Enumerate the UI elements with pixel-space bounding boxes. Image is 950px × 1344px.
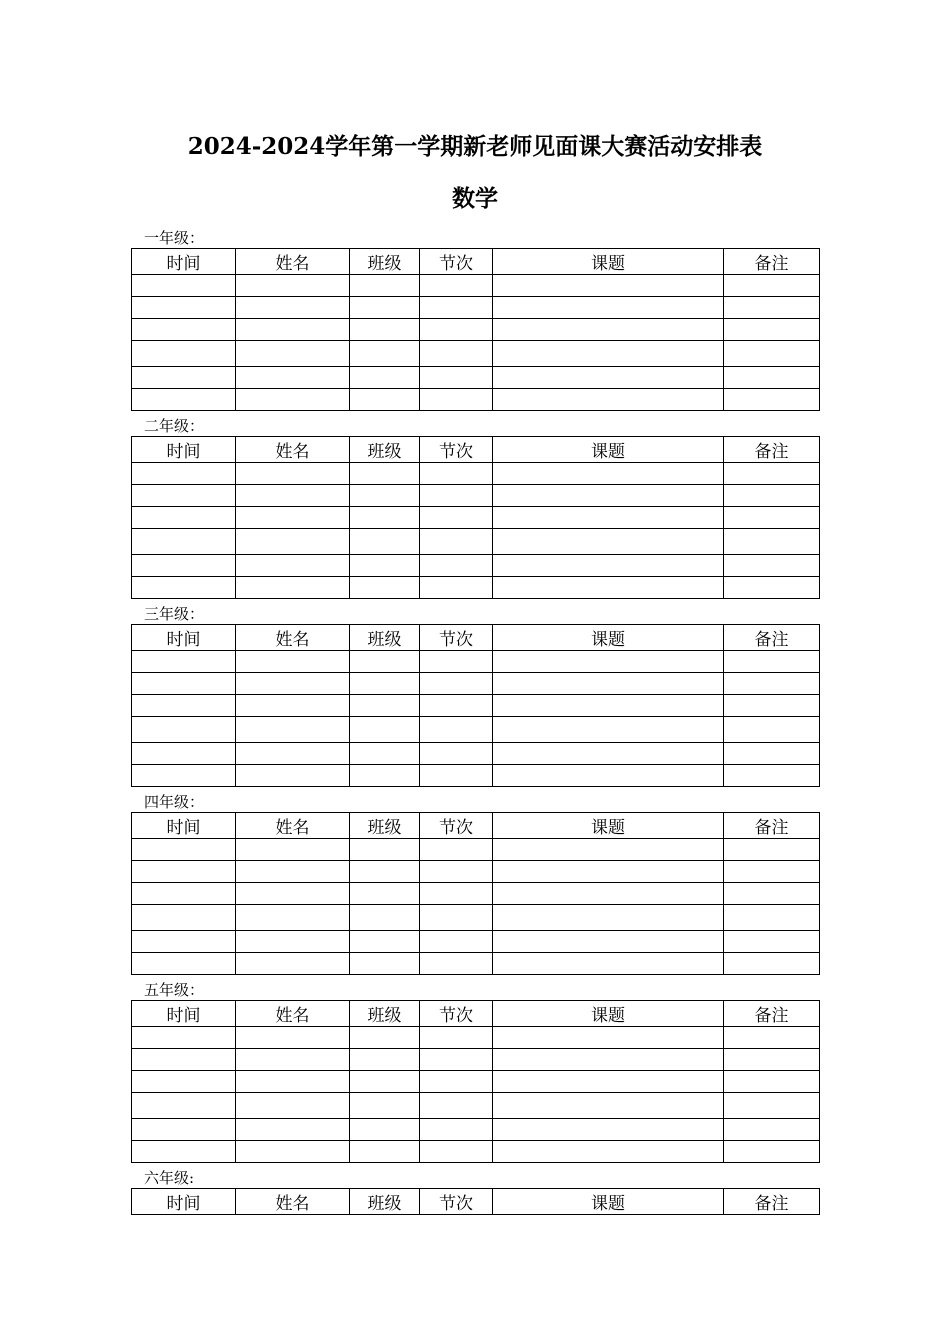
column-header: 时间 — [132, 1001, 236, 1027]
table-cell[interactable] — [132, 1093, 236, 1119]
grade-label: 五年级： — [144, 981, 205, 999]
column-header: 备注 — [724, 249, 820, 275]
table-cell[interactable] — [236, 297, 350, 319]
table-cell[interactable] — [132, 1027, 236, 1049]
table-cell[interactable] — [350, 1093, 420, 1119]
table-cell[interactable] — [350, 861, 420, 883]
table-row — [132, 297, 820, 319]
table-cell[interactable] — [350, 743, 420, 765]
table-cell[interactable] — [724, 577, 820, 599]
table-cell[interactable] — [132, 743, 236, 765]
table-cell[interactable] — [420, 275, 493, 297]
column-header: 姓名 — [236, 1001, 350, 1027]
table-header-row — [132, 437, 820, 463]
table-cell[interactable] — [493, 743, 724, 765]
table-cell[interactable] — [236, 931, 350, 953]
column-header: 备注 — [724, 437, 820, 463]
table-cell[interactable] — [420, 555, 493, 577]
table-cell[interactable] — [236, 1141, 350, 1163]
table-cell[interactable] — [493, 341, 724, 367]
grade-label: 三年级： — [144, 605, 205, 623]
table-cell[interactable] — [132, 555, 236, 577]
table-row — [132, 577, 820, 599]
table-cell[interactable] — [236, 463, 350, 485]
table-row — [132, 367, 820, 389]
table-cell[interactable] — [724, 743, 820, 765]
table-cell[interactable] — [420, 1049, 493, 1071]
table-cell[interactable] — [493, 1119, 724, 1141]
column-header: 课题 — [493, 1189, 724, 1215]
table-cell[interactable] — [236, 367, 350, 389]
column-header: 课题 — [493, 249, 724, 275]
table-cell[interactable] — [132, 861, 236, 883]
table-cell[interactable] — [132, 577, 236, 599]
table-cell[interactable] — [236, 507, 350, 529]
table-cell[interactable] — [350, 883, 420, 905]
table-cell[interactable] — [420, 1071, 493, 1093]
table-header-row — [132, 625, 820, 651]
table-row — [132, 839, 820, 861]
table-cell[interactable] — [493, 389, 724, 411]
table-cell[interactable] — [724, 463, 820, 485]
table-row — [132, 485, 820, 507]
table-cell[interactable] — [132, 275, 236, 297]
table-cell[interactable] — [724, 883, 820, 905]
table-cell[interactable] — [350, 673, 420, 695]
table-row — [132, 861, 820, 883]
table-cell[interactable] — [724, 651, 820, 673]
table-cell[interactable] — [493, 529, 724, 555]
table-cell[interactable] — [236, 905, 350, 931]
table-cell[interactable] — [350, 1141, 420, 1163]
table-cell[interactable] — [236, 883, 350, 905]
table-cell[interactable] — [724, 1071, 820, 1093]
table-cell[interactable] — [420, 463, 493, 485]
column-header: 节次 — [420, 249, 493, 275]
column-header: 节次 — [420, 625, 493, 651]
table-cell[interactable] — [236, 319, 350, 341]
table-cell[interactable] — [236, 529, 350, 555]
table-cell[interactable] — [350, 905, 420, 931]
column-header: 姓名 — [236, 813, 350, 839]
table-cell[interactable] — [420, 673, 493, 695]
table-cell[interactable] — [132, 651, 236, 673]
table-row — [132, 883, 820, 905]
table-cell[interactable] — [236, 1093, 350, 1119]
table-cell[interactable] — [493, 717, 724, 743]
table-cell[interactable] — [420, 1141, 493, 1163]
table-cell[interactable] — [420, 507, 493, 529]
table-cell[interactable] — [132, 1049, 236, 1071]
table-cell[interactable] — [132, 319, 236, 341]
table-cell[interactable] — [724, 673, 820, 695]
table-cell[interactable] — [350, 367, 420, 389]
table-cell[interactable] — [236, 1049, 350, 1071]
column-header: 班级 — [350, 813, 420, 839]
table-cell[interactable] — [420, 743, 493, 765]
table-cell[interactable] — [493, 1071, 724, 1093]
table-cell[interactable] — [493, 861, 724, 883]
table-cell[interactable] — [493, 485, 724, 507]
table-cell[interactable] — [493, 1141, 724, 1163]
table-row — [132, 275, 820, 297]
column-header: 节次 — [420, 813, 493, 839]
table-cell[interactable] — [236, 673, 350, 695]
table-cell[interactable] — [350, 1027, 420, 1049]
column-header: 班级 — [350, 1001, 420, 1027]
table-cell[interactable] — [236, 743, 350, 765]
table-cell[interactable] — [350, 839, 420, 861]
table-cell[interactable] — [236, 389, 350, 411]
column-header: 备注 — [724, 1189, 820, 1215]
table-cell[interactable] — [350, 1071, 420, 1093]
table-cell[interactable] — [420, 717, 493, 743]
table-cell[interactable] — [236, 485, 350, 507]
table-cell[interactable] — [493, 319, 724, 341]
table-cell[interactable] — [420, 297, 493, 319]
table-cell[interactable] — [132, 463, 236, 485]
table-cell[interactable] — [420, 1027, 493, 1049]
table-cell[interactable] — [350, 765, 420, 787]
table-cell[interactable] — [493, 1049, 724, 1071]
table-cell[interactable] — [493, 931, 724, 953]
schedule-table — [131, 248, 820, 411]
table-cell[interactable] — [236, 275, 350, 297]
table-cell[interactable] — [493, 463, 724, 485]
table-row — [132, 673, 820, 695]
table-cell[interactable] — [132, 367, 236, 389]
table-row — [132, 341, 820, 367]
table-cell[interactable] — [236, 953, 350, 975]
table-cell[interactable] — [350, 275, 420, 297]
table-cell[interactable] — [420, 883, 493, 905]
column-header: 时间 — [132, 1189, 236, 1215]
table-cell[interactable] — [236, 651, 350, 673]
table-row — [132, 319, 820, 341]
table-cell[interactable] — [236, 765, 350, 787]
table-cell[interactable] — [493, 765, 724, 787]
subject-heading: 数学 — [452, 185, 498, 212]
table-cell[interactable] — [724, 1141, 820, 1163]
table-cell[interactable] — [724, 765, 820, 787]
table-cell[interactable] — [132, 297, 236, 319]
table-cell[interactable] — [420, 861, 493, 883]
table-cell[interactable] — [724, 297, 820, 319]
table-cell[interactable] — [724, 1049, 820, 1071]
table-cell[interactable] — [724, 507, 820, 529]
table-cell[interactable] — [350, 953, 420, 975]
table-cell[interactable] — [724, 275, 820, 297]
column-header: 备注 — [724, 1001, 820, 1027]
table-cell[interactable] — [132, 953, 236, 975]
column-header: 班级 — [350, 1189, 420, 1215]
table-cell[interactable] — [724, 485, 820, 507]
table-cell[interactable] — [420, 839, 493, 861]
table-cell[interactable] — [350, 463, 420, 485]
table-cell[interactable] — [132, 1141, 236, 1163]
column-header: 班级 — [350, 249, 420, 275]
table-cell[interactable] — [236, 1071, 350, 1093]
table-row — [132, 931, 820, 953]
table-cell[interactable] — [420, 695, 493, 717]
table-row — [132, 529, 820, 555]
column-header: 课题 — [493, 437, 724, 463]
table-cell[interactable] — [493, 275, 724, 297]
table-cell[interactable] — [350, 485, 420, 507]
table-cell[interactable] — [420, 931, 493, 953]
column-header: 班级 — [350, 625, 420, 651]
schedule-table — [131, 436, 820, 599]
table-cell[interactable] — [724, 1093, 820, 1119]
column-header: 姓名 — [236, 249, 350, 275]
table-cell[interactable] — [493, 953, 724, 975]
table-cell[interactable] — [132, 673, 236, 695]
table-header-row — [132, 1001, 820, 1027]
schedule-table — [131, 624, 820, 787]
table-cell[interactable] — [724, 931, 820, 953]
table-row — [132, 695, 820, 717]
table-cell[interactable] — [493, 507, 724, 529]
table-cell[interactable] — [132, 883, 236, 905]
table-cell[interactable] — [724, 529, 820, 555]
table-row — [132, 1119, 820, 1141]
table-cell[interactable] — [493, 1093, 724, 1119]
table-cell[interactable] — [493, 695, 724, 717]
schedule-table — [131, 1000, 820, 1163]
table-cell[interactable] — [420, 319, 493, 341]
table-cell[interactable] — [132, 717, 236, 743]
table-cell[interactable] — [350, 507, 420, 529]
table-cell[interactable] — [724, 389, 820, 411]
column-header: 姓名 — [236, 625, 350, 651]
column-header: 备注 — [724, 813, 820, 839]
table-row — [132, 1027, 820, 1049]
table-cell[interactable] — [420, 1119, 493, 1141]
table-cell[interactable] — [350, 529, 420, 555]
table-cell[interactable] — [420, 529, 493, 555]
table-cell[interactable] — [420, 485, 493, 507]
table-cell[interactable] — [236, 1027, 350, 1049]
table-cell[interactable] — [236, 717, 350, 743]
table-cell[interactable] — [420, 953, 493, 975]
table-cell[interactable] — [236, 341, 350, 367]
column-header: 姓名 — [236, 437, 350, 463]
table-row — [132, 507, 820, 529]
table-cell[interactable] — [493, 577, 724, 599]
table-cell[interactable] — [724, 861, 820, 883]
table-cell[interactable] — [420, 765, 493, 787]
table-cell[interactable] — [350, 717, 420, 743]
table-cell[interactable] — [724, 555, 820, 577]
table-cell[interactable] — [350, 695, 420, 717]
table-cell[interactable] — [420, 905, 493, 931]
table-cell[interactable] — [350, 651, 420, 673]
table-cell[interactable] — [493, 1027, 724, 1049]
table-cell[interactable] — [493, 883, 724, 905]
table-cell[interactable] — [132, 905, 236, 931]
table-cell[interactable] — [350, 1049, 420, 1071]
table-cell[interactable] — [132, 507, 236, 529]
table-row — [132, 905, 820, 931]
table-cell[interactable] — [724, 367, 820, 389]
table-cell[interactable] — [236, 555, 350, 577]
table-cell[interactable] — [493, 905, 724, 931]
table-cell[interactable] — [724, 953, 820, 975]
column-header: 姓名 — [236, 1189, 350, 1215]
table-cell[interactable] — [236, 839, 350, 861]
table-cell[interactable] — [420, 1093, 493, 1119]
table-cell[interactable] — [724, 839, 820, 861]
table-cell[interactable] — [132, 1119, 236, 1141]
column-header: 时间 — [132, 249, 236, 275]
table-row — [132, 765, 820, 787]
column-header: 课题 — [493, 625, 724, 651]
table-cell[interactable] — [493, 367, 724, 389]
table-cell[interactable] — [724, 695, 820, 717]
table-cell[interactable] — [350, 1119, 420, 1141]
table-cell[interactable] — [132, 389, 236, 411]
table-cell[interactable] — [132, 765, 236, 787]
grade-label: 一年级： — [144, 229, 205, 247]
column-header: 节次 — [420, 437, 493, 463]
table-row — [132, 1141, 820, 1163]
column-header: 节次 — [420, 1189, 493, 1215]
table-cell[interactable] — [132, 529, 236, 555]
table-cell[interactable] — [236, 577, 350, 599]
schedule-table — [131, 812, 820, 975]
table-row — [132, 651, 820, 673]
table-cell[interactable] — [493, 839, 724, 861]
table-cell[interactable] — [420, 577, 493, 599]
table-row — [132, 1049, 820, 1071]
table-cell[interactable] — [350, 389, 420, 411]
column-header: 节次 — [420, 1001, 493, 1027]
table-cell[interactable] — [420, 651, 493, 673]
table-cell[interactable] — [493, 651, 724, 673]
table-cell[interactable] — [724, 1119, 820, 1141]
table-cell[interactable] — [493, 297, 724, 319]
page-title: 2024-2024学年第一学期新老师见面课大赛活动安排表 — [187, 133, 763, 160]
table-cell[interactable] — [724, 1027, 820, 1049]
table-row — [132, 389, 820, 411]
table-cell[interactable] — [350, 931, 420, 953]
table-row — [132, 953, 820, 975]
table-cell[interactable] — [724, 717, 820, 743]
column-header: 时间 — [132, 625, 236, 651]
table-row — [132, 1093, 820, 1119]
table-cell[interactable] — [420, 367, 493, 389]
table-header-row — [132, 813, 820, 839]
table-cell[interactable] — [724, 341, 820, 367]
table-cell[interactable] — [420, 389, 493, 411]
column-header: 班级 — [350, 437, 420, 463]
table-cell[interactable] — [350, 319, 420, 341]
table-row — [132, 743, 820, 765]
grade-label: 六年级: — [144, 1169, 195, 1187]
table-cell[interactable] — [236, 1119, 350, 1141]
grade-label: 二年级： — [144, 417, 205, 435]
table-cell[interactable] — [350, 297, 420, 319]
table-cell[interactable] — [493, 555, 724, 577]
column-header: 备注 — [724, 625, 820, 651]
column-header: 课题 — [493, 1001, 724, 1027]
table-cell[interactable] — [493, 673, 724, 695]
table-cell[interactable] — [132, 931, 236, 953]
table-header-row — [132, 1189, 820, 1215]
table-cell[interactable] — [350, 341, 420, 367]
table-cell[interactable] — [132, 1071, 236, 1093]
schedule-table — [131, 1188, 820, 1215]
table-row — [132, 1071, 820, 1093]
table-header-row — [132, 249, 820, 275]
table-cell[interactable] — [724, 905, 820, 931]
column-header: 时间 — [132, 437, 236, 463]
table-cell[interactable] — [350, 577, 420, 599]
table-cell[interactable] — [420, 341, 493, 367]
table-row — [132, 555, 820, 577]
column-header: 课题 — [493, 813, 724, 839]
table-cell[interactable] — [236, 861, 350, 883]
table-row — [132, 463, 820, 485]
table-cell[interactable] — [132, 341, 236, 367]
table-cell[interactable] — [132, 839, 236, 861]
table-cell[interactable] — [724, 319, 820, 341]
table-cell[interactable] — [236, 695, 350, 717]
table-row — [132, 717, 820, 743]
table-cell[interactable] — [350, 555, 420, 577]
table-cell[interactable] — [132, 485, 236, 507]
grade-label: 四年级： — [144, 793, 205, 811]
column-header: 时间 — [132, 813, 236, 839]
table-cell[interactable] — [132, 695, 236, 717]
